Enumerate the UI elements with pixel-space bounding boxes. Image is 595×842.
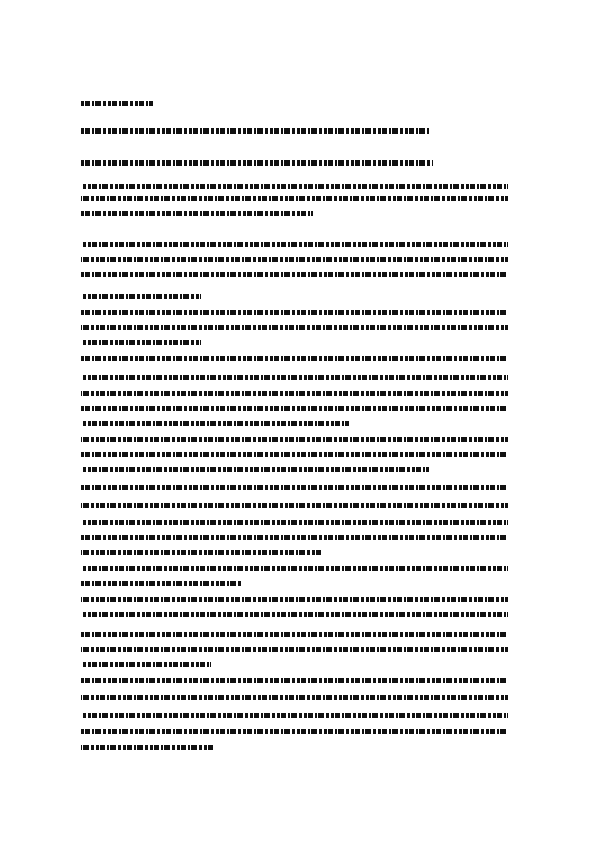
intro-line-4 [81, 210, 313, 217]
paragraph-line [81, 374, 508, 381]
paragraph-line [81, 466, 429, 473]
paragraph-line [81, 677, 508, 684]
paragraph-line [81, 390, 508, 397]
paragraph-line [81, 293, 201, 300]
paragraph-line [81, 646, 508, 653]
paragraph-line [81, 580, 241, 587]
paragraph-line [81, 744, 213, 751]
paragraph-line [81, 611, 508, 618]
paragraph-line [81, 596, 508, 603]
paragraph-line [81, 502, 508, 509]
paragraph-line [81, 484, 508, 491]
intro-line-1 [81, 160, 433, 167]
paragraph-line [81, 339, 201, 346]
paragraph-line [81, 631, 508, 638]
paragraph-line [81, 661, 211, 668]
header-text [81, 100, 153, 107]
paragraph-line [81, 420, 349, 427]
paragraph-line [81, 565, 508, 572]
paragraph-line [81, 534, 508, 541]
intro-line-3 [81, 195, 508, 202]
paragraph-line [81, 519, 508, 526]
paragraph-line [81, 309, 508, 316]
paragraph-line [81, 549, 321, 556]
paragraph-line [81, 256, 508, 263]
paragraph-line [81, 694, 508, 701]
intro-line-2 [81, 183, 508, 190]
paragraph-line [81, 241, 508, 248]
document-title [81, 128, 429, 135]
paragraph-line [81, 451, 508, 458]
paragraph-line [81, 712, 508, 719]
paragraph-line [81, 436, 508, 443]
paragraph-line [81, 355, 508, 362]
paragraph-line [81, 324, 508, 331]
paragraph-line [81, 271, 508, 278]
paragraph-line [81, 405, 508, 412]
paragraph-line [81, 728, 508, 735]
